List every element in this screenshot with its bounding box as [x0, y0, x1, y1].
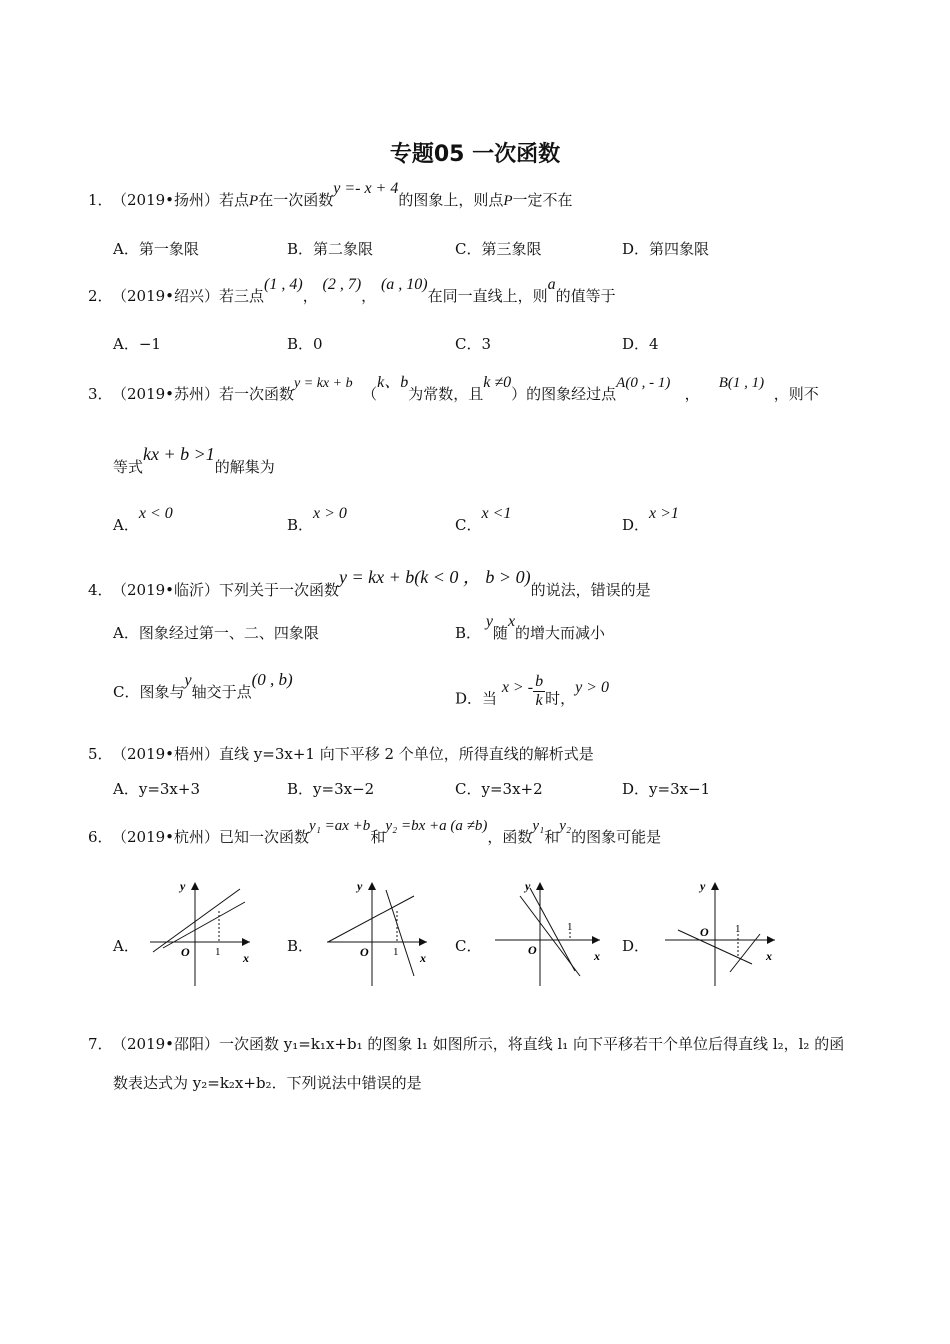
- option-a: A．y=3x+3: [113, 780, 201, 798]
- option-c: C．3: [455, 335, 492, 353]
- svg-text:y: y: [180, 879, 186, 893]
- option-a: A．第一象限: [113, 240, 199, 258]
- graph-d: [660, 876, 780, 991]
- graph-a: [145, 876, 255, 991]
- option-c: C．图象与y轴交于点(0 , b): [113, 670, 293, 701]
- option-d: D．x >1: [622, 505, 679, 534]
- question-7-line2: 数表达式为 y₂=k₂x+b₂．下列说法中错误的是: [113, 1074, 422, 1092]
- option-d: D．: [622, 937, 650, 955]
- svg-text:O: O: [700, 925, 709, 939]
- svg-text:O: O: [181, 945, 190, 959]
- page-title: 专题05 一次函数: [389, 142, 561, 167]
- question-2: 2．（2019•绍兴）若三点(1 , 4)， (2 , 7)， (a , 10)在同一直线上，则a的值等于: [88, 276, 616, 305]
- option-b: B．: [287, 937, 314, 955]
- option-b: B．第二象限: [287, 240, 374, 258]
- option-c: C．第三象限: [455, 240, 542, 258]
- svg-text:y: y: [700, 879, 706, 893]
- svg-text:y: y: [525, 879, 531, 893]
- svg-text:1: 1: [567, 921, 573, 933]
- svg-text:1: 1: [393, 946, 399, 958]
- svg-text:x: x: [594, 949, 600, 963]
- question-7: 7．（2019•邵阳）一次函数 y₁=k₁x+b₁ 的图象 l₁ 如图所示，将直线 l₁ 向下平移若干个单位后得直线 l₂，l₂ 的函: [88, 1035, 845, 1053]
- option-d: D．y=3x−1: [622, 780, 711, 798]
- option-d: D．4: [622, 335, 659, 353]
- graph-b: [322, 876, 432, 991]
- option-a: A．−1: [113, 335, 161, 353]
- question-5: 5．（2019•梧州）直线 y=3x+1 向下平移 2 个单位，所得直线的解析式是: [88, 745, 594, 763]
- option-d: D．第四象限: [622, 240, 710, 258]
- question-6: 6．（2019•杭州）已知一次函数y₁ =ax +b和y₂ =bx +a (a ≠b)，函数y₁和y₂的图象可能是: [88, 818, 662, 846]
- option-c: C．y=3x+2: [455, 780, 543, 798]
- formula: y =- x + 4: [333, 180, 399, 197]
- option-b: B．x > 0: [287, 505, 347, 534]
- question-1: 1．（2019•扬州）若点P在一次函数y =- x + 4的图象上，则点P一定不在: [88, 180, 573, 209]
- option-b: B．0: [287, 335, 323, 353]
- svg-text:y: y: [357, 879, 363, 893]
- svg-text:x: x: [243, 951, 249, 965]
- graph-c: [490, 876, 605, 991]
- svg-text:O: O: [528, 943, 537, 957]
- option-c: C．: [455, 937, 482, 955]
- option-b: B． y随x的增大而减小: [455, 613, 606, 642]
- svg-text:x: x: [420, 951, 426, 965]
- svg-text:1: 1: [735, 923, 741, 935]
- option-d: D．当 x > - $\frac{b}{k}$ 时，y > 0: [455, 673, 609, 709]
- option-a: A．x < 0: [113, 505, 173, 534]
- question-3-line2: 等式kx + b >1的解集为: [113, 444, 275, 476]
- svg-text:1: 1: [215, 946, 221, 958]
- svg-text:O: O: [360, 945, 369, 959]
- option-a: A．图象经过第一、二、四象限: [113, 624, 319, 642]
- option-c: C．x <1: [455, 505, 512, 534]
- option-a: A．: [113, 937, 139, 955]
- svg-text:x: x: [766, 949, 772, 963]
- option-b: B．y=3x−2: [287, 780, 375, 798]
- question-4: 4．（2019•临沂）下列关于一次函数y = kx + b(k < 0 ， b > 0)的说法，错误的是: [88, 567, 651, 599]
- question-3: 3．（2019•苏州）若一次函数y = kx + b （k、b为常数，且k ≠0）的图象经过点A(0 , - 1) ， B(1 , 1) ，则不: [88, 374, 819, 403]
